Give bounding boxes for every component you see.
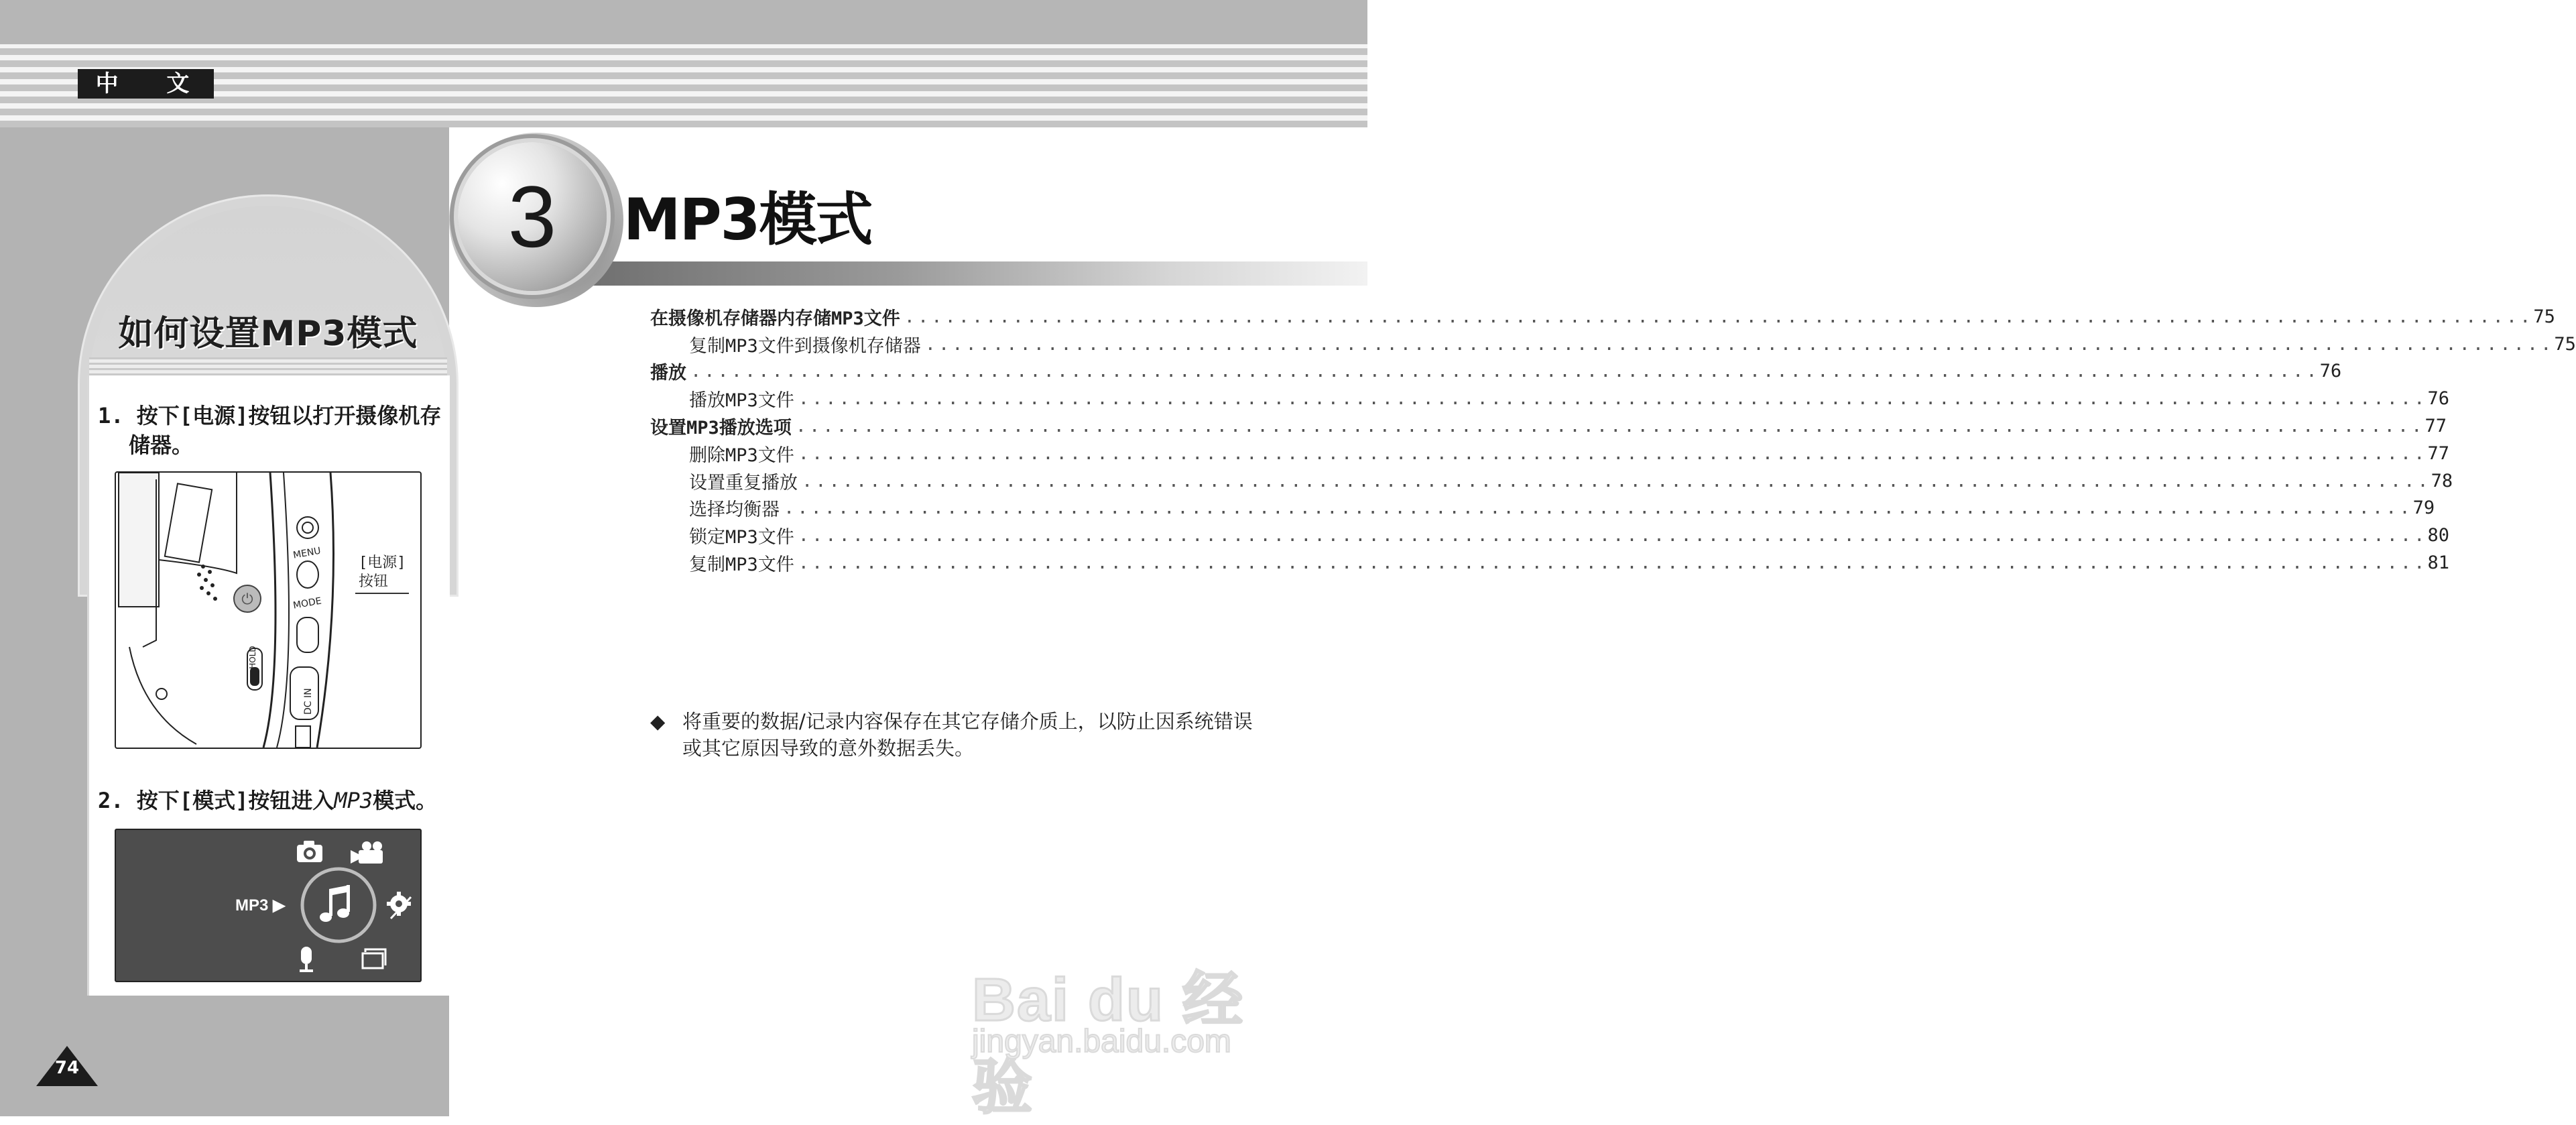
toc-label: 播放 xyxy=(650,358,690,384)
camera-power-figure xyxy=(115,471,422,749)
callout-line-2: 按钮 xyxy=(359,573,389,590)
music-note-icon xyxy=(320,885,350,922)
mp3-mode-label: MP3 ▶ xyxy=(235,896,286,914)
table-of-contents xyxy=(650,303,2576,577)
toc-dot-leader: ........................................................................................................................ xyxy=(904,306,2534,327)
toc-row xyxy=(650,358,2342,386)
dial-ring xyxy=(302,869,375,941)
folder-icon xyxy=(363,949,385,968)
toc-page-number: 77 xyxy=(2425,416,2447,437)
hold-label: ◄HOLD xyxy=(248,646,257,675)
dcin-label: DC IN xyxy=(303,688,314,715)
toc-row xyxy=(650,522,2449,549)
step-2-suffix: 模式。 xyxy=(373,788,438,813)
toc-row xyxy=(650,412,2447,440)
toc-row xyxy=(650,331,2576,358)
toc-page-number: 76 xyxy=(2427,388,2449,410)
toc-dot-leader: ........................................................................................................................ xyxy=(690,361,2320,382)
toc-page-number: 76 xyxy=(2319,361,2342,382)
note-text: 将重要的数据/记录内容保存在其它存储介质上，以防止因系统错误或其它原因导致的意外数据丢失。 xyxy=(682,710,1253,760)
camera-illustration xyxy=(116,473,420,748)
toc-dot-leader: ........................................................................................................................ xyxy=(924,333,2555,355)
toc-dot-leader: ........................................................................................................................ xyxy=(798,442,2428,464)
toc-page-number: 80 xyxy=(2427,525,2449,546)
toc-page-number: 78 xyxy=(2431,470,2453,491)
chapter-title: MP3模式 xyxy=(623,186,872,253)
microphone-icon xyxy=(300,947,313,972)
toc-label: 删除MP3文件 xyxy=(689,440,798,467)
baidu-watermark xyxy=(972,912,1294,1121)
toc-dot-leader: ........................................................................................................................ xyxy=(798,388,2428,410)
mode-label: MODE xyxy=(292,595,322,611)
step-1-line-2: 储器。 xyxy=(129,432,194,458)
toc-page-number: 75 xyxy=(2533,306,2555,327)
diamond-bullet-icon: ◆ xyxy=(650,710,666,733)
step-1-line-1: 1. 按下[电源]按钮以打开摄像机存 xyxy=(98,403,442,428)
menu-label: MENU xyxy=(292,545,322,561)
power-button-callout xyxy=(359,554,406,591)
toc-page-number: 77 xyxy=(2427,442,2449,464)
toc-page-number: 79 xyxy=(2412,497,2435,519)
toc-label: 选择均衡器 xyxy=(689,495,784,521)
toc-dot-leader: ........................................................................................................................ xyxy=(798,552,2428,574)
toc-row xyxy=(650,303,2555,331)
chapter-number: 3 xyxy=(507,168,557,265)
toc-label: 锁定MP3文件 xyxy=(689,522,798,548)
section-title: 如何设置MP3模式 xyxy=(118,314,418,354)
toc-dot-leader: ........................................................................................................................ xyxy=(795,416,2425,437)
callout-underline xyxy=(355,593,409,594)
toc-dot-leader: ........................................................................................................................ xyxy=(798,525,2428,546)
toc-label: 设置MP3播放选项 xyxy=(650,413,796,439)
step-2-mode-name: MP3 xyxy=(334,788,373,813)
callout-line-1: [电源] xyxy=(359,554,406,571)
toc-page-number: 81 xyxy=(2427,552,2449,574)
toc-label: 复制MP3文件 xyxy=(689,550,798,576)
mode-dial-figure xyxy=(115,829,422,982)
watermark-url: jingyan.baidu.com xyxy=(972,1024,1231,1059)
step-2-prefix: 2. 按下[模式]按钮进入 xyxy=(98,788,334,813)
step-2 xyxy=(98,786,437,815)
watermark-brand: Bai du 经验 xyxy=(972,967,1245,1121)
language-tab: 中 文 xyxy=(78,69,214,99)
settings-gear-icon xyxy=(387,892,411,919)
toc-page-number: 75 xyxy=(2554,333,2576,355)
toc-label: 复制MP3文件到摄像机存储器 xyxy=(689,331,925,357)
mode-dial-illustration xyxy=(116,830,420,981)
toc-row xyxy=(650,549,2449,577)
toc-row xyxy=(650,495,2435,522)
svg-text:⏻: ⏻ xyxy=(241,591,253,608)
toc-label: 播放MP3文件 xyxy=(689,386,798,412)
chapter-bar xyxy=(583,261,1367,286)
page-number: 74 xyxy=(54,1058,80,1078)
toc-label: 在摄像机存储器内存储MP3文件 xyxy=(650,304,904,330)
video-camera-icon xyxy=(351,841,383,864)
header-band xyxy=(0,0,1367,44)
toc-row xyxy=(650,385,2449,412)
toc-dot-leader: ........................................................................................................................ xyxy=(784,497,2413,519)
toc-label: 设置重复播放 xyxy=(689,468,802,494)
camera-icon xyxy=(297,841,322,862)
toc-row xyxy=(650,440,2449,467)
toc-row xyxy=(650,467,2453,495)
toc-dot-leader: ........................................................................................................................ xyxy=(802,470,2431,491)
